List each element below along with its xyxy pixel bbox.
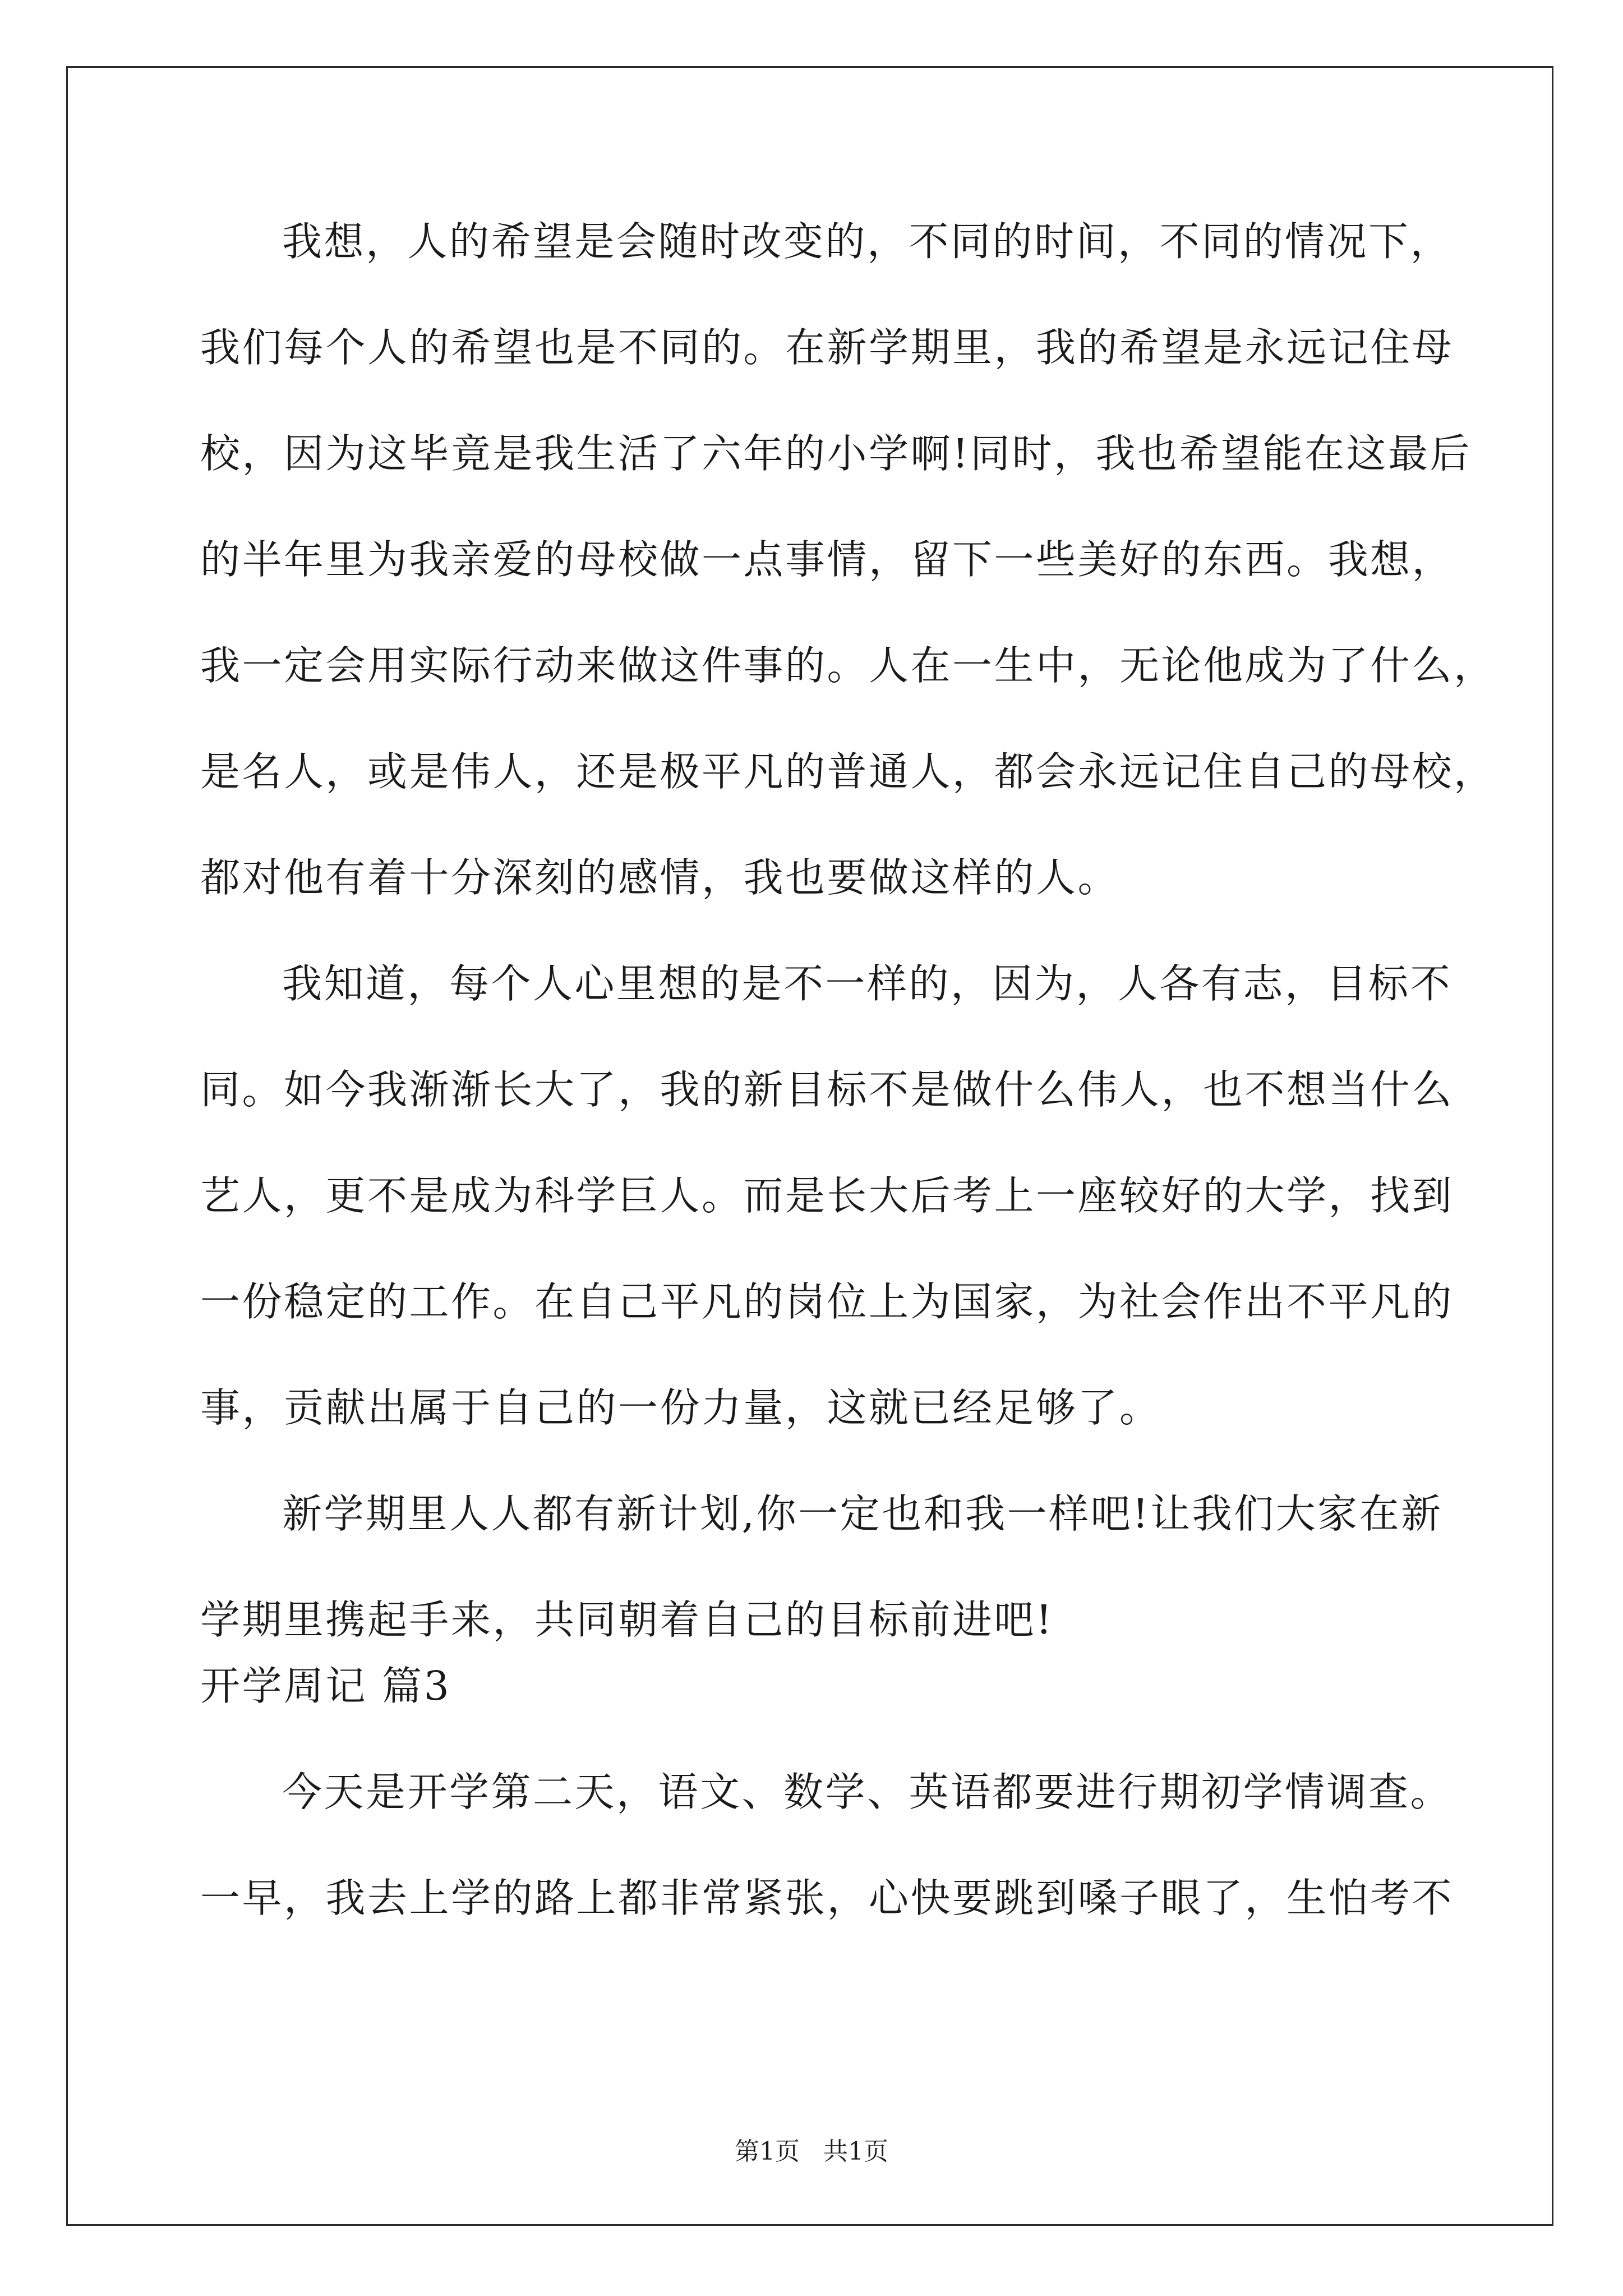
paragraph-line: 新学期里人人都有新计划,你一定也和我一样吧!让我们大家在新 [282,1490,1443,1537]
paragraph-4 [200,1769,1454,1984]
paragraph-line: 今天是开学第二天，语文、数学、英语都要进行期初学情调查。 [282,1769,1453,1815]
paragraph-line: 都对他有着十分深刻的感情，我也要做这样的人。 [200,854,1120,901]
paragraph-line: 事，贡献出属于自己的一份力量，这就已经足够了。 [200,1384,1161,1431]
paragraph-line: 同。如今我渐渐长大了，我的新目标不是做什么伟人，也不想当什么 [200,1066,1454,1113]
paragraph-line: 学期里携起手来，共同朝着自己的目标前进吧! [200,1596,1054,1643]
paragraph-3 [200,1490,1443,1666]
paragraph-1 [200,218,1496,964]
page-footer: 第1页 共1页 [735,2137,888,2166]
paragraph-line: 一份稳定的工作。在自己平凡的岗位上为国家，为社会作出不平凡的 [200,1278,1454,1325]
paragraph-2 [200,960,1454,1494]
paragraph-line: 我想，人的希望是会随时改变的，不同的时间，不同的情况下， [282,218,1453,265]
section-heading: 开学周记 篇3 [200,1663,451,1709]
paragraph-line: 我知道，每个人心里想的是不一样的，因为，人各有志，目标不 [282,960,1453,1007]
paragraph-line: 的半年里为我亲爱的母校做一点事情，留下一些美好的东西。我想， [200,536,1454,583]
paragraph-line: 我一定会用实际行动来做这件事的。人在一生中，无论他成为了什么， [200,642,1496,689]
paragraph-line: 校，因为这毕竟是我生活了六年的小学啊!同时，我也希望能在这最后 [200,430,1472,477]
paragraph-line: 是名人，或是伟人，还是极平凡的普通人，都会永远记住自己的母校， [200,748,1496,795]
paragraph-line: 一早，我去上学的路上都非常紧张，心快要跳到嗓子眼了，生怕考不 [200,1875,1454,1921]
paragraph-line: 我们每个人的希望也是不同的。在新学期里，我的希望是永远记住母 [200,324,1454,371]
paragraph-line: 艺人，更不是成为科学巨人。而是长大后考上一座较好的大学，找到 [200,1172,1454,1219]
document-body [200,218,1496,1984]
